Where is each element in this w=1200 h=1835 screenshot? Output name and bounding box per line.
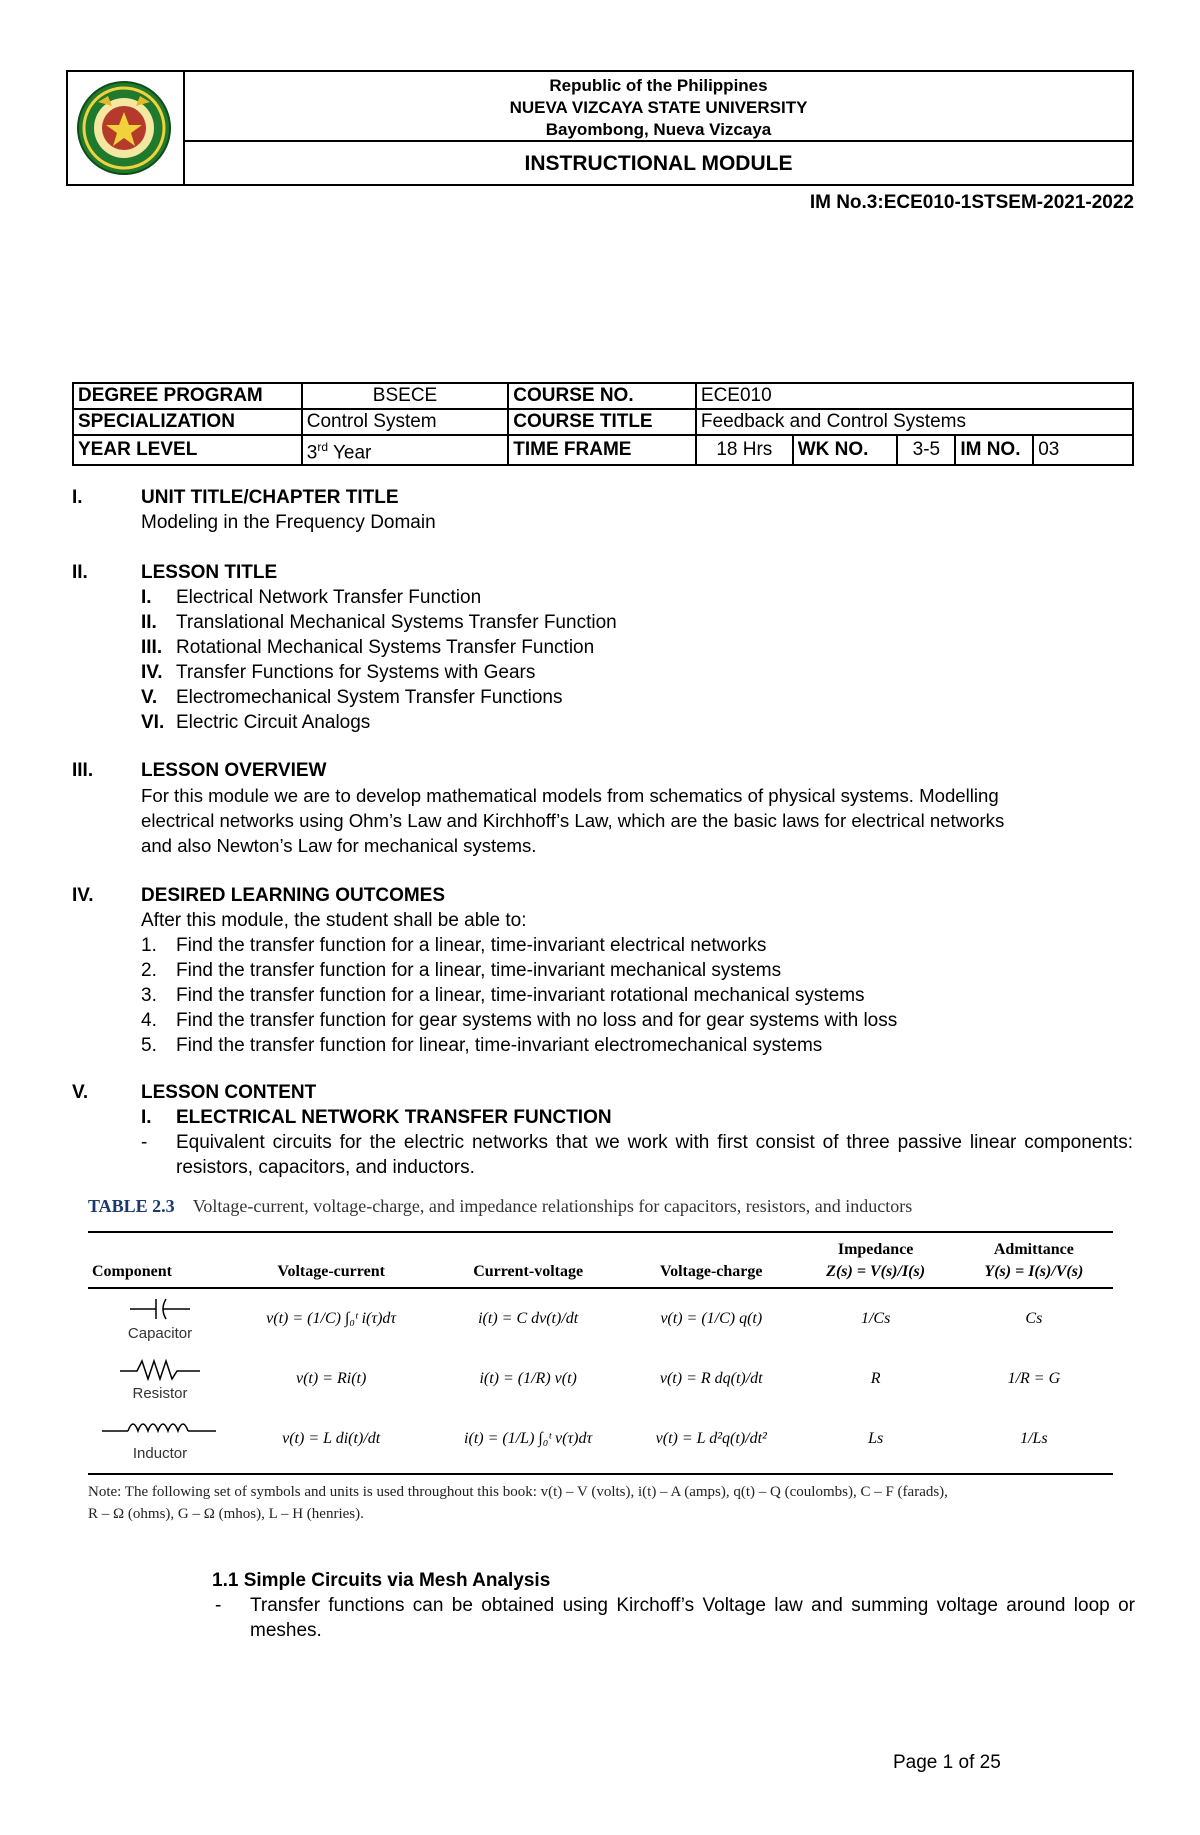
voltage-current-cell: v(t) = L di(t)/dt: [282, 1430, 381, 1447]
component-name: Capacitor: [127, 1324, 193, 1342]
year-suffix: rd: [317, 440, 329, 454]
voltage-current-cell: v(t) = Ri(t): [295, 1370, 367, 1387]
time-frame-label: TIME FRAME: [508, 435, 696, 465]
admittance-cell: 1/Ls: [1020, 1430, 1048, 1447]
list-number: I.: [141, 587, 152, 608]
header-voltage-charge: Voltage-charge: [660, 1263, 763, 1280]
list-number: III.: [141, 637, 163, 658]
unit-title-text: Modeling in the Frequency Domain: [141, 512, 436, 533]
course-title-value: Feedback and Control Systems: [696, 409, 1133, 435]
year-level-label: YEAR LEVEL: [73, 435, 302, 465]
list-number: VI.: [141, 712, 165, 733]
year-number: 3: [306, 442, 318, 464]
header-box: [66, 70, 1134, 186]
subsection-mesh-analysis: [212, 1568, 1135, 1643]
list-text: Rotational Mechanical Systems Transfer Function: [176, 637, 595, 658]
bullet-text: Equivalent circuits for the electric networks that we work with first consist of three passive linear components: resistors, capacitors, and inductors.: [176, 1132, 1133, 1178]
overview-line-1: For this module we are to develop mathematical models from schematics of physical systems. Modelling: [141, 785, 999, 806]
im-no-label: IM NO.: [955, 435, 1033, 465]
list-item: [141, 660, 1133, 685]
table-row: [88, 1288, 1113, 1349]
overview-line-3: and also Newton’s Law for mechanical systems.: [141, 835, 537, 856]
component-name: Inductor: [132, 1444, 188, 1462]
header-component: Component: [92, 1263, 173, 1280]
subsection-heading: [141, 1105, 1133, 1130]
list-text: Find the transfer function for linear, time-invariant electromechanical systems: [176, 1035, 823, 1056]
section-heading: LESSON TITLE: [141, 562, 278, 583]
course-info-table: [72, 382, 1134, 466]
section-heading: LESSON OVERVIEW: [141, 760, 327, 781]
section-number: V.: [72, 1082, 89, 1103]
list-text: Electrical Network Transfer Function: [176, 587, 482, 608]
overview-line-2: electrical networks using Ohm’s Law and Kirchhoff’s Law, which are the basic laws for electrical networks: [141, 810, 1005, 831]
section-number: II.: [72, 562, 88, 583]
current-voltage-cell: i(t) = (1/R) v(t): [479, 1370, 577, 1387]
list-number: 5.: [141, 1035, 157, 1056]
resistor-symbol-icon: [115, 1357, 205, 1381]
header-impedance-formula: Z(s) = V(s)/I(s): [826, 1263, 926, 1280]
list-text: Find the transfer function for a linear, time-invariant rotational mechanical systems: [176, 985, 865, 1006]
inductor-symbol-icon: [100, 1417, 220, 1441]
list-number: V.: [141, 687, 158, 708]
voltage-charge-cell: v(t) = L d²q(t)/dt²: [655, 1430, 767, 1447]
list-item: [141, 1008, 1133, 1033]
voltage-charge-cell: v(t) = (1/C) q(t): [660, 1310, 763, 1327]
module-title: INSTRUCTIONAL MODULE: [524, 152, 793, 175]
list-number: II.: [141, 612, 157, 633]
university-seal-logo: [68, 72, 180, 184]
admittance-cell: 1/R = G: [1007, 1370, 1061, 1387]
specialization-value: Control System: [302, 409, 509, 435]
outcomes-intro: After this module, the student shall be able to:: [141, 910, 527, 931]
list-item: [141, 685, 1133, 710]
voltage-charge-cell: v(t) = R dq(t)/dt: [659, 1370, 763, 1387]
list-text: Find the transfer function for gear systems with no loss and for gear systems with loss: [176, 1010, 898, 1031]
component-name: Resistor: [132, 1384, 188, 1402]
table-caption: [88, 1196, 1113, 1217]
component-resistor: [88, 1349, 232, 1409]
capacitor-symbol-icon: [120, 1297, 200, 1321]
list-text: Find the transfer function for a linear, time-invariant electrical networks: [176, 935, 767, 956]
list-text: Translational Mechanical Systems Transfer Function: [176, 612, 617, 633]
university-location: Bayombong, Nueva Vizcaya: [545, 120, 772, 139]
list-item: [141, 983, 1133, 1008]
list-number: IV.: [141, 662, 163, 683]
table-title: Voltage-current, voltage-charge, and impedance relationships for capacitors, resistors, and inductors: [192, 1196, 913, 1216]
im-no-value: 03: [1033, 435, 1133, 465]
bullet-item: [215, 1593, 1135, 1643]
list-number: 3.: [141, 985, 157, 1006]
list-item: [141, 710, 1133, 735]
year-level-value: [302, 435, 509, 465]
voltage-current-cell: v(t) = (1/C) ∫₀ᵗ i(τ)dτ: [266, 1310, 397, 1327]
note-line-2: R – Ω (ohms), G – Ω (mhos), L – H (henries).: [88, 1506, 364, 1522]
section-number: III.: [72, 760, 94, 781]
list-text: Electromechanical System Transfer Functions: [176, 687, 563, 708]
degree-value: BSECE: [302, 383, 509, 409]
specialization-label: SPECIALIZATION: [73, 409, 302, 435]
republic-line: Republic of the Philippines: [549, 76, 768, 95]
list-item: [141, 958, 1133, 983]
bullet-item: [141, 1130, 1133, 1180]
im-number: IM No.3:ECE010-1STSEM-2021-2022: [809, 192, 1134, 213]
section-number: IV.: [72, 885, 94, 906]
list-item: [141, 635, 1133, 660]
subsection-number: I.: [141, 1107, 152, 1128]
list-item: [141, 933, 1133, 958]
week-label: WK NO.: [793, 435, 898, 465]
table-note: [88, 1481, 1113, 1525]
university-name: NUEVA VIZCAYA STATE UNIVERSITY: [509, 98, 808, 117]
current-voltage-cell: i(t) = (1/L) ∫₀ᵗ v(τ)dτ: [464, 1430, 593, 1447]
section-heading: UNIT TITLE/CHAPTER TITLE: [141, 487, 399, 508]
component-capacitor: [88, 1288, 232, 1349]
admittance-cell: Cs: [1025, 1310, 1043, 1327]
list-number: 1.: [141, 935, 157, 956]
list-item: [141, 585, 1133, 610]
degree-label: DEGREE PROGRAM: [73, 383, 302, 409]
course-no-label: COURSE NO.: [508, 383, 696, 409]
impedance-cell: 1/Cs: [860, 1310, 891, 1327]
bullet-text: Transfer functions can be obtained using Kirchoff’s Voltage law and summing voltage around loop or meshes.: [250, 1595, 1135, 1641]
list-item: [141, 610, 1133, 635]
subsection-title: ELECTRICAL NETWORK TRANSFER FUNCTION: [176, 1107, 612, 1128]
component-inductor: [88, 1409, 232, 1469]
header-admittance: Admittance: [993, 1241, 1074, 1258]
bullet-dash: -: [141, 1132, 148, 1153]
table-label: TABLE 2.3: [88, 1196, 175, 1216]
impedance-cell: R: [870, 1370, 881, 1387]
university-heading: [185, 72, 1132, 142]
section-number: I.: [72, 487, 83, 508]
course-no-value: ECE010: [696, 383, 1133, 409]
header-voltage-current: Voltage-current: [277, 1263, 385, 1280]
subsection-heading: 1.1 Simple Circuits via Mesh Analysis: [212, 1570, 551, 1591]
header-admittance-formula: Y(s) = I(s)/V(s): [984, 1263, 1084, 1280]
page-number: Page 1 of 25: [893, 1752, 1001, 1773]
relationship-table: [88, 1231, 1113, 1475]
table-2-3: [88, 1196, 1113, 1525]
section-heading: LESSON CONTENT: [141, 1082, 317, 1103]
year-word: Year: [328, 442, 372, 464]
time-frame-value: 18 Hrs: [696, 435, 793, 465]
list-text: Find the transfer function for a linear, time-invariant mechanical systems: [176, 960, 782, 981]
section-heading: DESIRED LEARNING OUTCOMES: [141, 885, 446, 906]
header-impedance: Impedance: [837, 1241, 914, 1258]
list-number: 4.: [141, 1010, 157, 1031]
impedance-cell: Ls: [868, 1430, 884, 1447]
list-item: [141, 1033, 1133, 1058]
list-text: Transfer Functions for Systems with Gears: [176, 662, 536, 683]
list-number: 2.: [141, 960, 157, 981]
list-text: Electric Circuit Analogs: [176, 712, 371, 733]
header-current-voltage: Current-voltage: [473, 1263, 584, 1280]
logo-cell: [68, 72, 185, 184]
table-row: [88, 1349, 1113, 1409]
table-row: [88, 1409, 1113, 1469]
bullet-dash: -: [215, 1595, 222, 1616]
course-title-label: COURSE TITLE: [508, 409, 696, 435]
note-line-1: Note: The following set of symbols and units is used throughout this book: v(t) – V (volts), i(t) – A (amps), q(t) – Q (coulombs), C – F (farads),: [88, 1484, 948, 1500]
week-value: 3-5: [897, 435, 955, 465]
current-voltage-cell: i(t) = C dv(t)/dt: [478, 1310, 579, 1327]
